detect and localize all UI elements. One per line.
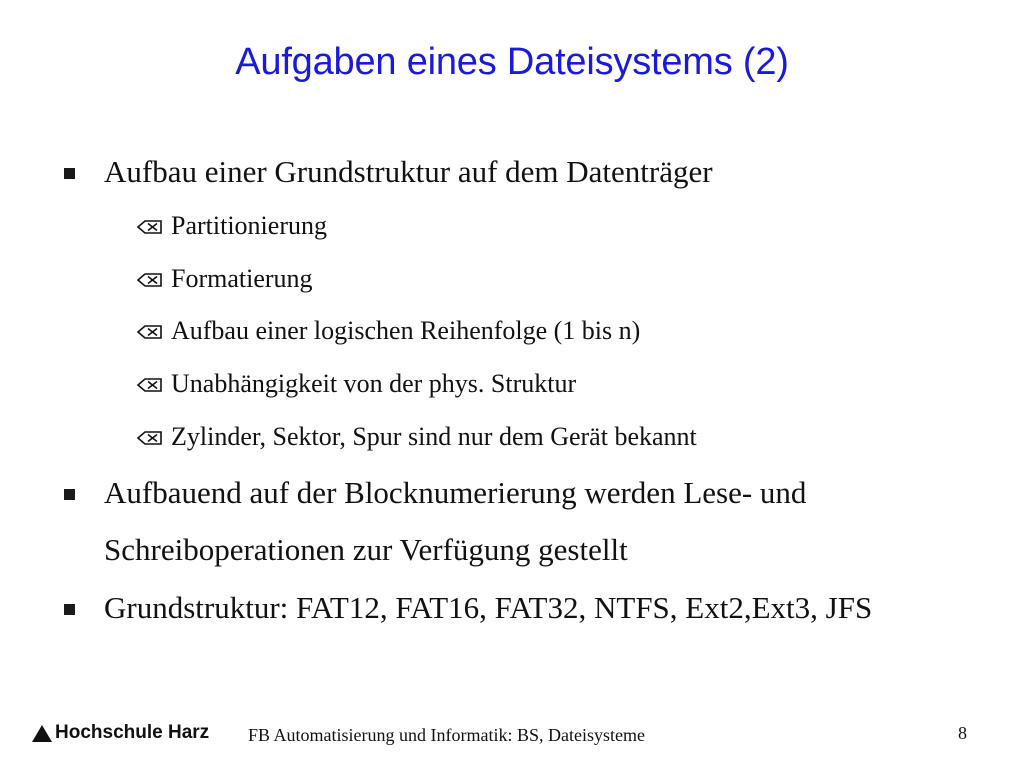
- erase-arrow-icon: [137, 377, 163, 393]
- slide-title: Aufgaben eines Dateisystems (2): [235, 41, 789, 83]
- hochschule-logo: [32, 722, 209, 744]
- erase-arrow-icon: [137, 324, 163, 340]
- sub-item-4: Unabhängigkeit von der phys. Struktur: [171, 369, 577, 398]
- sub-item-3: Aufbau einer logischen Reihenfolge (1 bis n): [171, 316, 641, 345]
- sub-item-2: Formatierung: [171, 264, 313, 293]
- logo-text: Hochschule Harz: [55, 722, 210, 743]
- erase-arrow-icon: [137, 219, 163, 235]
- bullet-2-line-2: Schreiboperationen zur Verfügung gestellt: [104, 532, 628, 567]
- bullet-square-icon: [64, 489, 75, 500]
- sub-item-1: Partitionierung: [171, 211, 327, 240]
- footer-course-text: FB Automatisierung und Informatik: BS, Dateisysteme: [248, 725, 645, 745]
- bullet-square-icon: [64, 604, 75, 615]
- bullet-3-text: Grundstruktur: FAT12, FAT16, FAT32, NTFS, Ext2,Ext3, JFS: [104, 590, 873, 625]
- bullet-2-line-1: Aufbauend auf der Blocknumerierung werden Lese- und: [104, 475, 807, 510]
- erase-arrow-icon: [137, 430, 163, 446]
- sub-item-5: Zylinder, Sektor, Spur sind nur dem Gerät bekannt: [171, 422, 697, 451]
- page-number: 8: [958, 723, 967, 743]
- bullet-square-icon: [64, 168, 75, 179]
- erase-arrow-icon: [137, 272, 163, 288]
- bullet-1-text: Aufbau einer Grundstruktur auf dem Datenträger: [104, 154, 713, 189]
- triangle-logo-icon: [32, 725, 52, 742]
